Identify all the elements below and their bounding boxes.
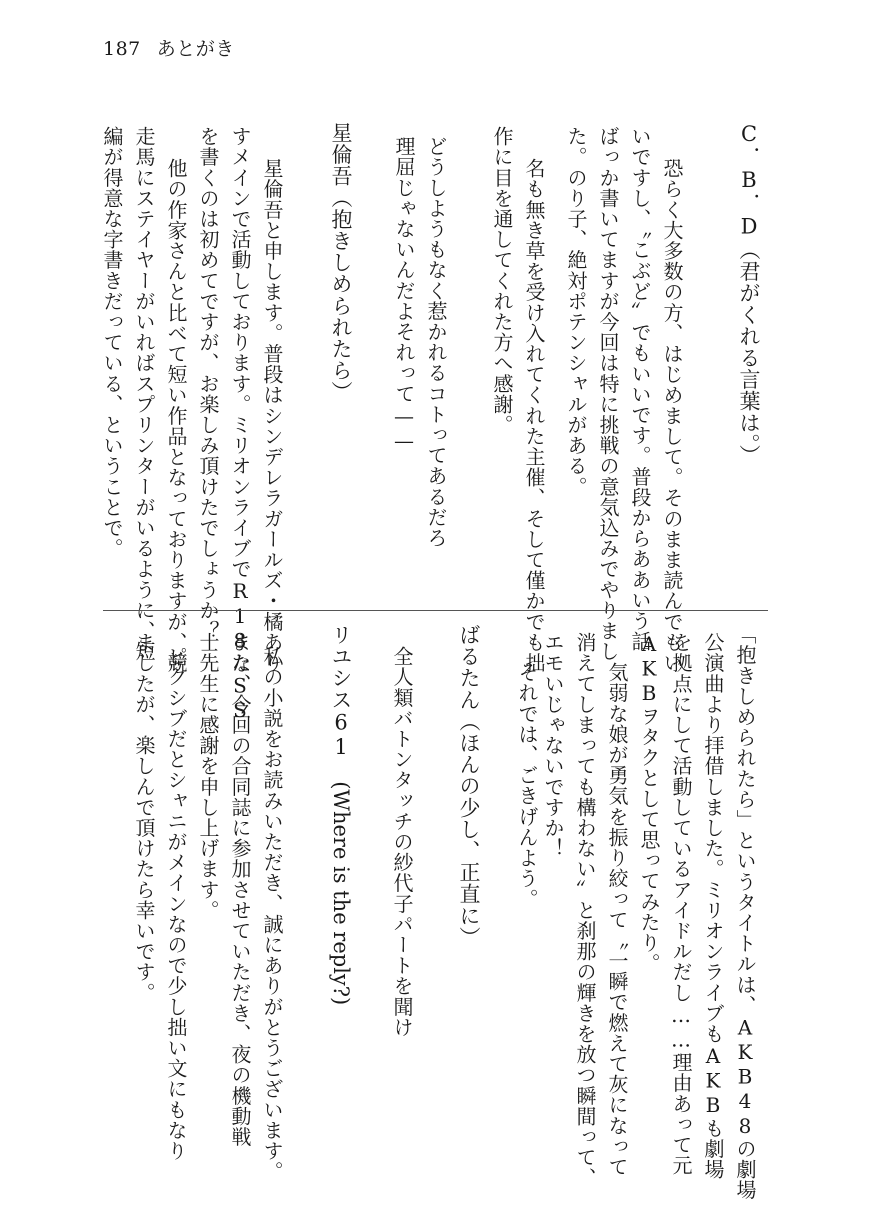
text-line: エモいじゃないですか！ <box>541 632 565 859</box>
text-line: 名も無き草を受け入れてくれた主催、そして僅かでも拙 <box>522 158 546 673</box>
text-line: 全人類バトンタッチの紗代子パートを聞け <box>390 646 414 1038</box>
text-line: 作に目を通してくれた方へ感謝。 <box>490 126 514 435</box>
text-line: すメインで活動しております。ミリオンライブでR18なSS <box>228 126 252 723</box>
text-line: 士先生に感謝を申し上げます。 <box>196 632 220 921</box>
section-divider <box>103 610 768 611</box>
text-line: AKBヲタクとして思ってみたり。 <box>637 632 661 974</box>
text-line: 理屈じゃないんだよそれって—— <box>392 136 416 453</box>
section-heading-cbd: C．B．D（君がくれる言葉は。） <box>737 122 761 467</box>
running-header <box>103 34 235 61</box>
heading-author: リユシス61 <box>329 624 353 782</box>
section-heading-riyusisu <box>330 624 351 1005</box>
text-line: 消えてしまっても構わない〟と刹那の輝きを放つ瞬間って、 <box>573 632 597 1189</box>
text-line: 気弱な娘が勇気を振り絞って〝一瞬で燃えて灰になって <box>605 662 629 1177</box>
text-line: 他の作家さんと比べて短い作品となっておりますが、競 <box>164 158 188 673</box>
text-line: ピクシブだとシャニがメインなので少し拙い文にもなり <box>164 646 188 1161</box>
text-line: どうしようもなく惹かれるコトってあるだろ <box>424 136 448 548</box>
text-line: ましたが、楽しんで頂けたら幸いです。 <box>132 632 156 1003</box>
text-line: それでは、ごきげんよう。 <box>515 662 539 910</box>
text-line: 私の小説をお読みいただき、誠にありがとうございます。 <box>260 646 284 1182</box>
text-line: 星倫吾と申します。普段はシンデレラガールズ・橘あり <box>260 158 284 673</box>
text-line: いですし、〝こぶど〟でもいいです。普段からああいう話 <box>628 126 652 652</box>
section-heading-barutan: ばるたん（ほんの少し、正直に） <box>457 624 481 948</box>
page-title: あとがき <box>156 38 235 60</box>
text-line: 走馬にステイヤーがいればスプリンターがいるように、短 <box>132 126 156 662</box>
page-number: 187 <box>103 38 141 60</box>
text-line: 公演曲より拝借しました。ミリオンライブもAKBも劇場 <box>701 632 725 1180</box>
section-heading-hoshi: 星倫吾（抱きしめられたら） <box>329 122 353 403</box>
text-line: 編が得意な字書きだっている、ということで。 <box>100 126 124 559</box>
text-line: 「抱きしめられたら」というタイトルは、AKB48の劇場 <box>733 624 757 1201</box>
text-line: を拠点にして活動しているアイドルだし……理由あって元 <box>669 632 693 1176</box>
text-line: また、今回の合同誌に参加させていただき、夜の機動戦 <box>228 632 252 1147</box>
heading-title: (Where is the reply?) <box>329 781 353 1006</box>
text-line: を書くのは初めてですが、お楽しみ頂けたでしょうか？ <box>196 126 220 641</box>
text-line: た。のり子、絶対ポテンシャルがある。 <box>564 126 588 497</box>
text-line: 恐らく大多数の方、はじめまして。そのまま読んでもい <box>660 158 684 673</box>
text-line: ばっか書いてますが今回は特に挑戦の意気込みでやりまし <box>596 126 620 662</box>
